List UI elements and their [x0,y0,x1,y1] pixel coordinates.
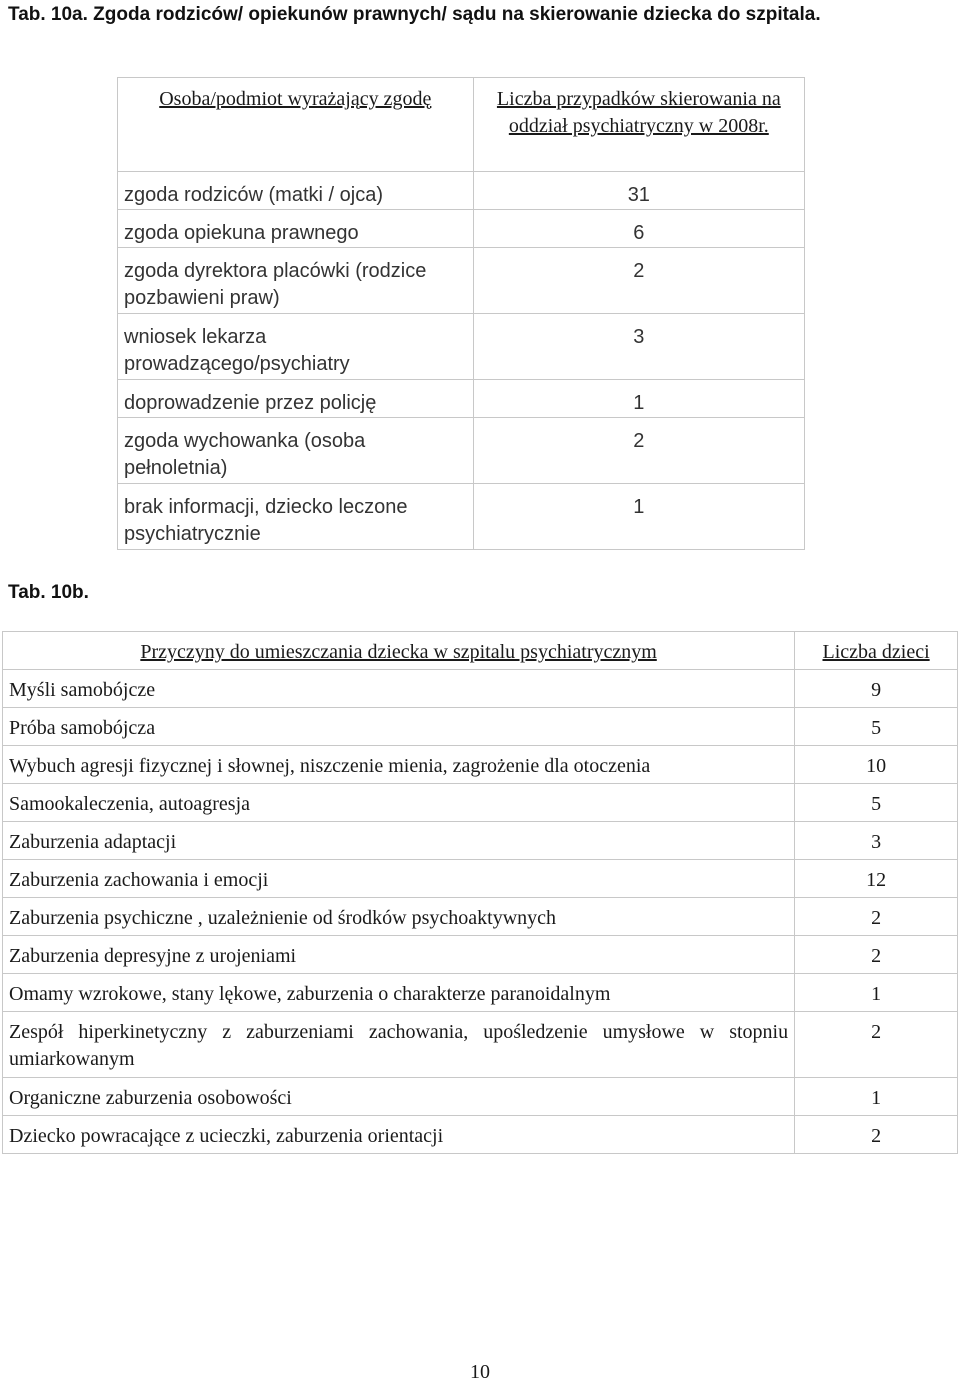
table-caption: Tab. 10b. [8,582,89,603]
row-value: 2 [633,430,645,452]
row-label: Dziecko powracające z ucieczki, zaburzenia orientacji [9,1125,444,1147]
row-label: doprowadzenie przez policję [124,392,377,414]
row-label: Wybuch agresji fizycznej i słownej, niszczenie mienia, zagrożenie dla otoczenia [9,755,651,777]
row-value: 2 [871,1125,882,1147]
row-label: Zaburzenia psychiczne , uzależnienie od środków psychoaktywnych [9,907,557,929]
row-value: 6 [633,222,645,244]
row-label: Zespół hiperkinetyczny z zaburzeniami zachowania, upośledzenie umysłowe w stopniu umiarkowanym [9,1021,789,1070]
table-row [3,670,958,708]
row-label: Zaburzenia depresyjne z urojeniami [9,945,297,967]
row-value: 9 [871,679,882,701]
table-row [118,210,805,248]
row-value: 12 [866,869,887,891]
row-value: 31 [627,184,650,206]
table-row [118,418,805,484]
row-value: 2 [871,1021,882,1043]
row-label: Zaburzenia adaptacji [9,831,177,853]
row-label: wniosek lekarza prowadzącego/psychiatry [124,326,350,375]
table-row [3,1116,958,1154]
row-label: Organiczne zaburzenia osobowości [9,1087,292,1109]
page-number: 10 [470,1361,490,1383]
column-header-referral-count: Liczba przypadków skierowania na oddział psychiatryczny w 2008r. [496,88,781,137]
row-value: 3 [871,831,882,853]
table-row [3,974,958,1012]
row-value: 5 [871,793,882,815]
row-label: zgoda dyrektora placówki (rodzice pozbawieni praw) [124,260,427,309]
table-row [3,860,958,898]
table-row [3,898,958,936]
table-row [118,248,805,314]
table-row [3,822,958,860]
row-label: zgoda rodziców (matki / ojca) [124,184,383,206]
row-value: 1 [633,392,645,414]
row-label: Samookaleczenia, autoagresja [9,793,250,815]
row-label: Zaburzenia zachowania i emocji [9,869,269,891]
row-label: Próba samobójcza [9,717,156,739]
page-heading: Tab. 10a. Zgoda rodziców/ opiekunów prawnych/ sądu na skierowanie dziecka do szpitala. [8,4,821,25]
consent-table [117,77,805,550]
row-value: 3 [633,326,645,348]
row-value: 2 [871,945,882,967]
table-row [3,1078,958,1116]
table-row [3,936,958,974]
table-header-row [118,78,805,172]
table-header-row [3,632,958,670]
table-row [118,484,805,550]
row-value: 5 [871,717,882,739]
row-value: 10 [866,755,887,777]
table-row [3,708,958,746]
table-row [3,746,958,784]
table-row [118,380,805,418]
reasons-table [2,631,958,1154]
row-label: zgoda wychowanka (osoba pełnoletnia) [124,430,366,479]
row-value: 1 [871,983,882,1005]
column-header-consenting-party: Osoba/podmiot wyrażający zgodę [159,88,432,110]
row-value: 1 [633,496,645,518]
row-value: 1 [871,1087,882,1109]
row-label: Myśli samobójcze [9,679,156,701]
column-header-children-count: Liczba dzieci [822,641,930,663]
header-cell [118,78,474,172]
row-label: brak informacji, dziecko leczone psychiatrycznie [124,496,408,545]
column-header-reasons: Przyczyny do umieszczania dziecka w szpitalu psychiatrycznym [140,641,657,663]
row-value: 2 [871,907,882,929]
table-row [3,784,958,822]
table-row [118,314,805,380]
table-row [118,172,805,210]
table-row [3,1012,958,1078]
row-label: zgoda opiekuna prawnego [124,222,359,244]
header-cell [473,78,804,172]
row-value: 2 [633,260,645,282]
row-label: Omamy wzrokowe, stany lękowe, zaburzenia o charakterze paranoidalnym [9,983,611,1005]
